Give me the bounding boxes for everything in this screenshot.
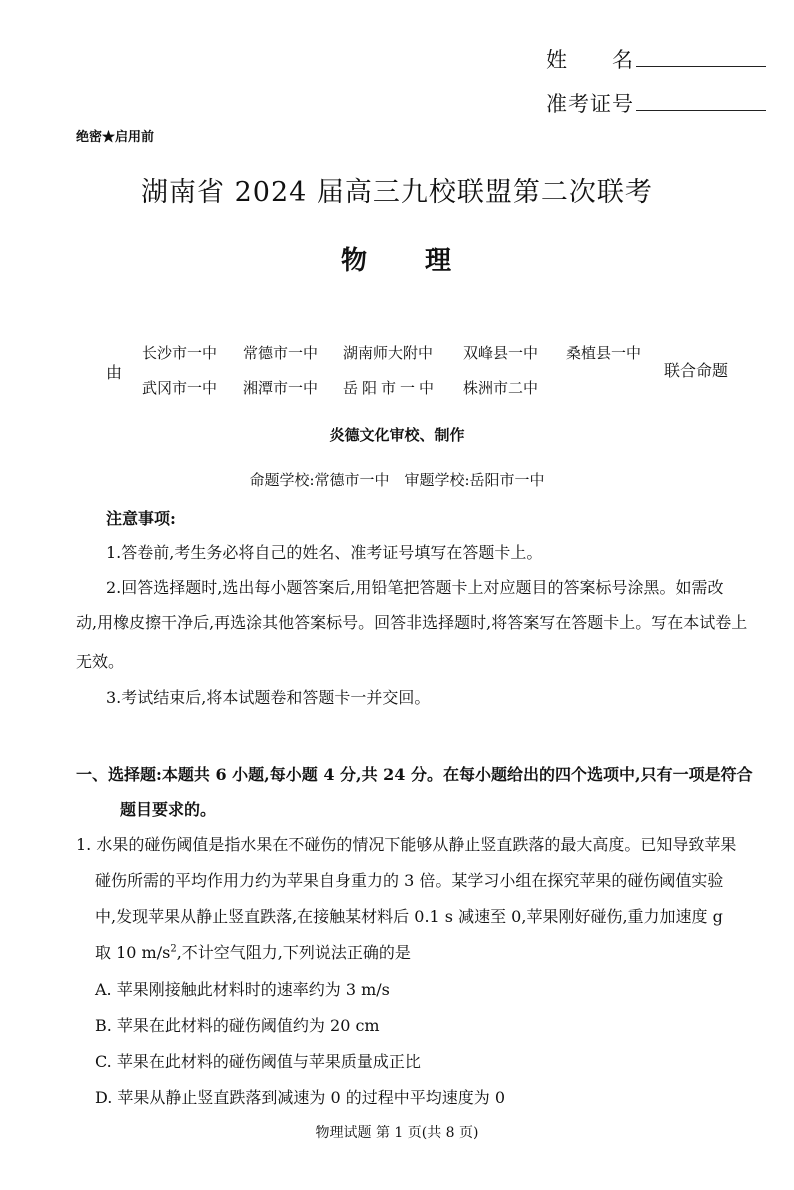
exam-id-blank-line[interactable]: [636, 110, 766, 111]
school-2: 常德市一中: [243, 344, 319, 362]
proposer-schools: 命题学校:常德市一中 审题学校:岳阳市一中: [249, 471, 545, 489]
subject-title: 物 理: [340, 246, 453, 276]
section-1-heading-cont: 题目要求的。: [120, 800, 217, 819]
section-1-heading: 一、选择题:本题共 6 小题,每小题 4 分,共 24 分。在每小题给出的四个选项中,只有一项是符合: [76, 765, 753, 784]
school-5: 桑植县一中: [566, 344, 642, 362]
page-footer: 物理试题 第 1 页(共 8 页): [315, 1125, 479, 1141]
name-blank-line[interactable]: [636, 66, 766, 67]
school-4: 双峰县一中: [463, 344, 539, 362]
notice-item-2-line-2: 动,用橡皮擦干净后,再选涂其他答案标号。回答非选择题时,将答案写在答题卡上。写在本试卷上: [76, 613, 748, 632]
option-b[interactable]: B. 苹果在此材料的碰伤阈值约为 20 cm: [95, 1016, 380, 1035]
option-c[interactable]: C. 苹果在此材料的碰伤阈值与苹果质量成正比: [95, 1052, 421, 1071]
notice-heading: 注意事项:: [106, 509, 176, 528]
school-9: 株洲市二中: [463, 379, 539, 397]
school-8: 岳阳市一中: [343, 379, 439, 397]
name-label: 姓 名: [546, 48, 634, 72]
secret-mark: 绝密★启用前: [76, 130, 155, 145]
option-d[interactable]: D. 苹果从静止竖直跌落到减速为 0 的过程中平均速度为 0: [95, 1088, 506, 1107]
option-a[interactable]: A. 苹果刚接触此材料时的速率约为 3 m/s: [95, 980, 390, 999]
question-1-line-3: 中,发现苹果从静止竖直跌落,在接触某材料后 0.1 s 减速至 0,苹果刚好碰伤,重力加速度 g: [95, 907, 723, 926]
notice-item-2-line-1: 2.回答选择题时,选出每小题答案后,用铅笔把答题卡上对应题目的答案标号涂黑。如需改: [106, 578, 724, 597]
question-1-line-2: 碰伤所需的平均作用力约为苹果自身重力的 3 倍。某学习小组在探究苹果的碰伤阈值实验: [95, 871, 724, 890]
school-1: 长沙市一中: [142, 344, 218, 362]
notice-item-3: 3.考试结束后,将本试题卷和答题卡一并交回。: [106, 688, 431, 707]
exam-title: 湖南省 2024 届高三九校联盟第二次联考: [141, 177, 653, 208]
question-1-line-4-pre: 取 10 m/s: [95, 943, 171, 962]
school-3: 湖南师大附中: [343, 344, 434, 362]
notice-item-2-line-3: 无效。: [76, 652, 125, 671]
question-1-line-1: 1. 水果的碰伤阈值是指水果在不碰伤的情况下能够从静止竖直跌落的最大高度。已知导致苹果: [76, 835, 737, 854]
school-7: 湘潭市一中: [243, 379, 319, 397]
exam-id-label: 准考证号: [546, 92, 634, 116]
notice-item-1: 1.答卷前,考生务必将自己的姓名、准考证号填写在答题卡上。: [106, 543, 543, 562]
producer: 炎德文化审校、制作: [329, 426, 465, 444]
union-prefix: 由: [106, 363, 123, 382]
union-suffix: 联合命题: [664, 361, 729, 380]
question-1-line-4: [95, 943, 411, 963]
question-1-line-4-post: ,不计空气阻力,下列说法正确的是: [176, 943, 411, 962]
school-6: 武冈市一中: [142, 379, 218, 397]
question-1-exponent: 2: [170, 943, 177, 955]
